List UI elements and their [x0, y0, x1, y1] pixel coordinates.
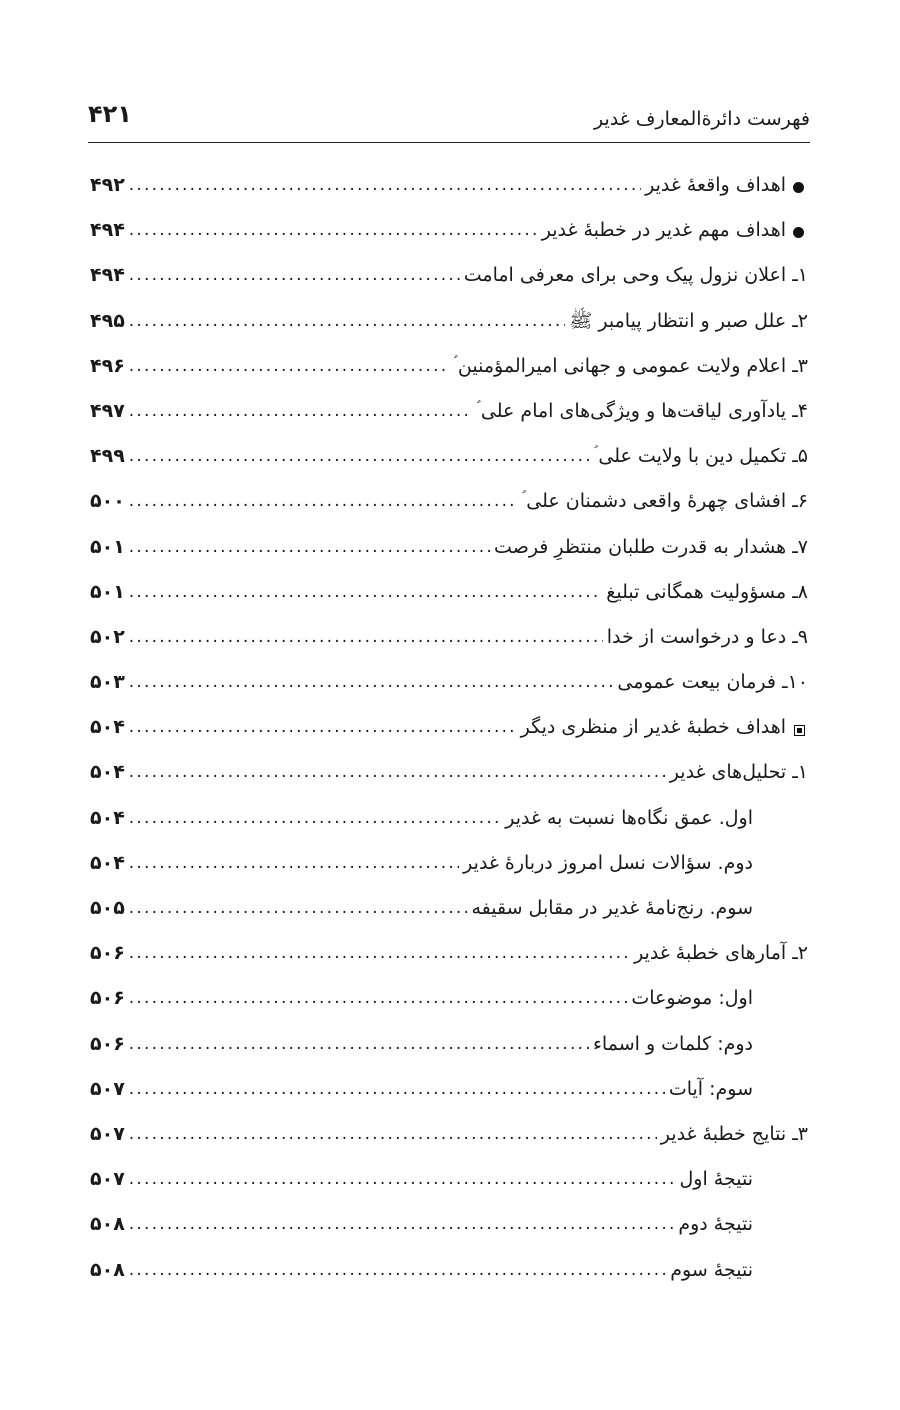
- dot-leader: [129, 439, 590, 473]
- entry-page-number: ۴۹۷: [90, 399, 125, 422]
- toc-entry[interactable]: [90, 1025, 808, 1070]
- entry-title: ۹ـ دعا و درخواست از خدا: [606, 625, 808, 648]
- entry-page-number: ۴۹۴: [90, 219, 125, 242]
- dot-leader: [129, 755, 666, 789]
- toc-entry[interactable]: [90, 844, 808, 889]
- toc-entry[interactable]: [90, 347, 808, 392]
- entry-page-number: ۵۰۱: [90, 580, 125, 603]
- toc-entry[interactable]: [90, 663, 808, 708]
- dot-leader: [129, 665, 614, 699]
- dot-leader: [129, 1027, 589, 1061]
- entry-title: ۱۰ـ فرمان بیعت عمومی: [617, 671, 808, 694]
- entry-page-number: ۵۰۷: [90, 1077, 125, 1100]
- entry-title: دوم: کلمات و اسماء: [593, 1032, 753, 1055]
- toc-entry[interactable]: [90, 1070, 808, 1115]
- dot-leader: [129, 349, 449, 383]
- entry-page-number: ۴۹۴: [90, 264, 125, 287]
- entry-title: اهداف مهم غدیر در خطبهٔ غدیر: [541, 219, 786, 242]
- entry-page-number: ۵۰۶: [90, 987, 125, 1010]
- dot-leader: [129, 1207, 675, 1241]
- toc-entry[interactable]: [90, 302, 808, 347]
- entry-marker: [786, 213, 808, 247]
- entry-title: سوم: آیات: [668, 1077, 753, 1100]
- square-bullet-icon: [794, 725, 805, 736]
- entry-title: دوم. سؤالات نسل امروز دربارهٔ غدیر: [463, 851, 753, 874]
- entry-page-number: ۵۰۵: [90, 897, 125, 919]
- entry-title: اهداف خطبهٔ غدیر از منظری دیگر: [520, 716, 786, 739]
- dot-leader: [129, 1162, 676, 1196]
- toc-entry[interactable]: [90, 437, 808, 482]
- toc-entry[interactable]: [90, 1251, 808, 1296]
- table-of-contents: [90, 166, 808, 1296]
- toc-entry[interactable]: [90, 1205, 808, 1250]
- header-rule: [88, 142, 810, 143]
- entry-page-number: ۵۰۶: [90, 1032, 125, 1055]
- page-header: [88, 96, 810, 136]
- dot-leader: [129, 484, 518, 518]
- entry-title: ۱ـ تحلیل‌های غدیر: [669, 761, 808, 784]
- toc-entry[interactable]: [90, 889, 808, 934]
- dot-leader: [129, 891, 468, 925]
- entry-title: ۳ـ اعلام ولایت عمومی و جهانی امیرالمؤمنین ؑ: [453, 354, 808, 377]
- bullet-icon: [793, 227, 804, 238]
- entry-title: ۴ـ یادآوری لیاقت‌ها و ویژگی‌های امام علی ؑ: [476, 399, 808, 422]
- toc-entry[interactable]: [90, 1160, 808, 1205]
- toc-entry[interactable]: [90, 934, 808, 979]
- entry-title: سوم. رنج‌نامهٔ غدیر در مقابل سقیفه: [471, 897, 753, 919]
- entry-page-number: ۵۰۱: [90, 535, 125, 558]
- entry-page-number: ۵۰۸: [90, 1258, 125, 1281]
- entry-title: اهداف واقعهٔ غدیر: [645, 174, 786, 196]
- entry-page-number: ۵۰۷: [90, 1168, 125, 1191]
- toc-entry[interactable]: [90, 573, 808, 618]
- entry-title: ۵ـ تکمیل دین با ولایت علی ؑ: [593, 445, 808, 468]
- entry-title: ۷ـ هشدار به قدرت طلبان منتظرِ فرصت: [494, 535, 808, 558]
- dot-leader: [129, 1117, 657, 1151]
- toc-entry[interactable]: [90, 392, 808, 437]
- dot-leader: [129, 258, 460, 292]
- dot-leader: [129, 394, 472, 428]
- toc-entry[interactable]: [90, 618, 808, 663]
- entry-title: ۶ـ افشای چهرهٔ واقعی دشمنان علی ؑ: [521, 490, 808, 513]
- bullet-icon: [793, 182, 804, 193]
- page-number: ۴۲۱: [88, 100, 132, 128]
- entry-page-number: ۵۰۶: [90, 942, 125, 965]
- toc-entry[interactable]: [90, 256, 808, 301]
- entry-page-number: ۵۰۰: [90, 490, 125, 513]
- entry-title: ۱ـ اعلان نزول پیک وحی برای معرفی امامت: [463, 264, 808, 287]
- entry-title: اول: موضوعات: [631, 987, 753, 1010]
- toc-entry[interactable]: [90, 482, 808, 527]
- entry-page-number: ۵۰۲: [90, 625, 125, 648]
- dot-leader: [129, 1253, 666, 1287]
- dot-leader: [129, 936, 630, 970]
- entry-marker: [786, 168, 808, 202]
- entry-page-number: ۴۹۵: [90, 309, 125, 332]
- toc-entry[interactable]: [90, 211, 808, 256]
- dot-leader: [129, 304, 566, 338]
- dot-leader: [129, 213, 538, 247]
- entry-title: نتیجهٔ دوم: [678, 1213, 753, 1236]
- dot-leader: [129, 575, 602, 609]
- toc-entry[interactable]: [90, 799, 808, 844]
- dot-leader: [129, 1072, 665, 1106]
- entry-page-number: ۵۰۴: [90, 761, 125, 784]
- entry-page-number: ۴۹۶: [90, 354, 125, 377]
- dot-leader: [129, 620, 603, 654]
- entry-title: نتیجهٔ سوم: [670, 1258, 753, 1281]
- entry-page-number: ۵۰۳: [90, 671, 125, 694]
- entry-page-number: ۵۰۷: [90, 1122, 125, 1145]
- toc-entry[interactable]: [90, 753, 808, 798]
- entry-page-number: ۵۰۴: [90, 806, 125, 829]
- entry-title: ۲ـ آمارهای خطبهٔ غدیر: [634, 942, 808, 965]
- dot-leader: [129, 710, 517, 744]
- entry-marker: [786, 710, 808, 744]
- entry-page-number: ۵۰۸: [90, 1213, 125, 1236]
- dot-leader: [129, 846, 459, 880]
- entry-title: ۳ـ نتایج خطبهٔ غدیر: [660, 1122, 808, 1145]
- dot-leader: [129, 981, 628, 1015]
- entry-page-number: ۵۰۴: [90, 716, 125, 739]
- entry-title: ۲ـ علل صبر و انتظار پیامبر ﷺ: [569, 309, 808, 332]
- toc-entry[interactable]: [90, 979, 808, 1024]
- entry-title: اول. عمق نگاه‌ها نسبت به غدیر: [505, 806, 753, 829]
- toc-entry[interactable]: [90, 1115, 808, 1160]
- dot-leader: [129, 168, 641, 202]
- dot-leader: [129, 801, 501, 835]
- toc-entry[interactable]: [90, 528, 808, 573]
- entry-page-number: ۴۹۲: [90, 174, 125, 196]
- dot-leader: [129, 530, 490, 564]
- toc-entry[interactable]: [90, 166, 808, 211]
- running-title: فهرست دائرةالمعارف غدیر: [593, 108, 810, 130]
- entry-title: ۸ـ مسؤولیت همگانی تبلیغ: [606, 580, 808, 603]
- entry-page-number: ۵۰۴: [90, 851, 125, 874]
- entry-title: نتیجهٔ اول: [679, 1168, 753, 1191]
- toc-entry[interactable]: [90, 708, 808, 753]
- entry-page-number: ۴۹۹: [90, 445, 125, 468]
